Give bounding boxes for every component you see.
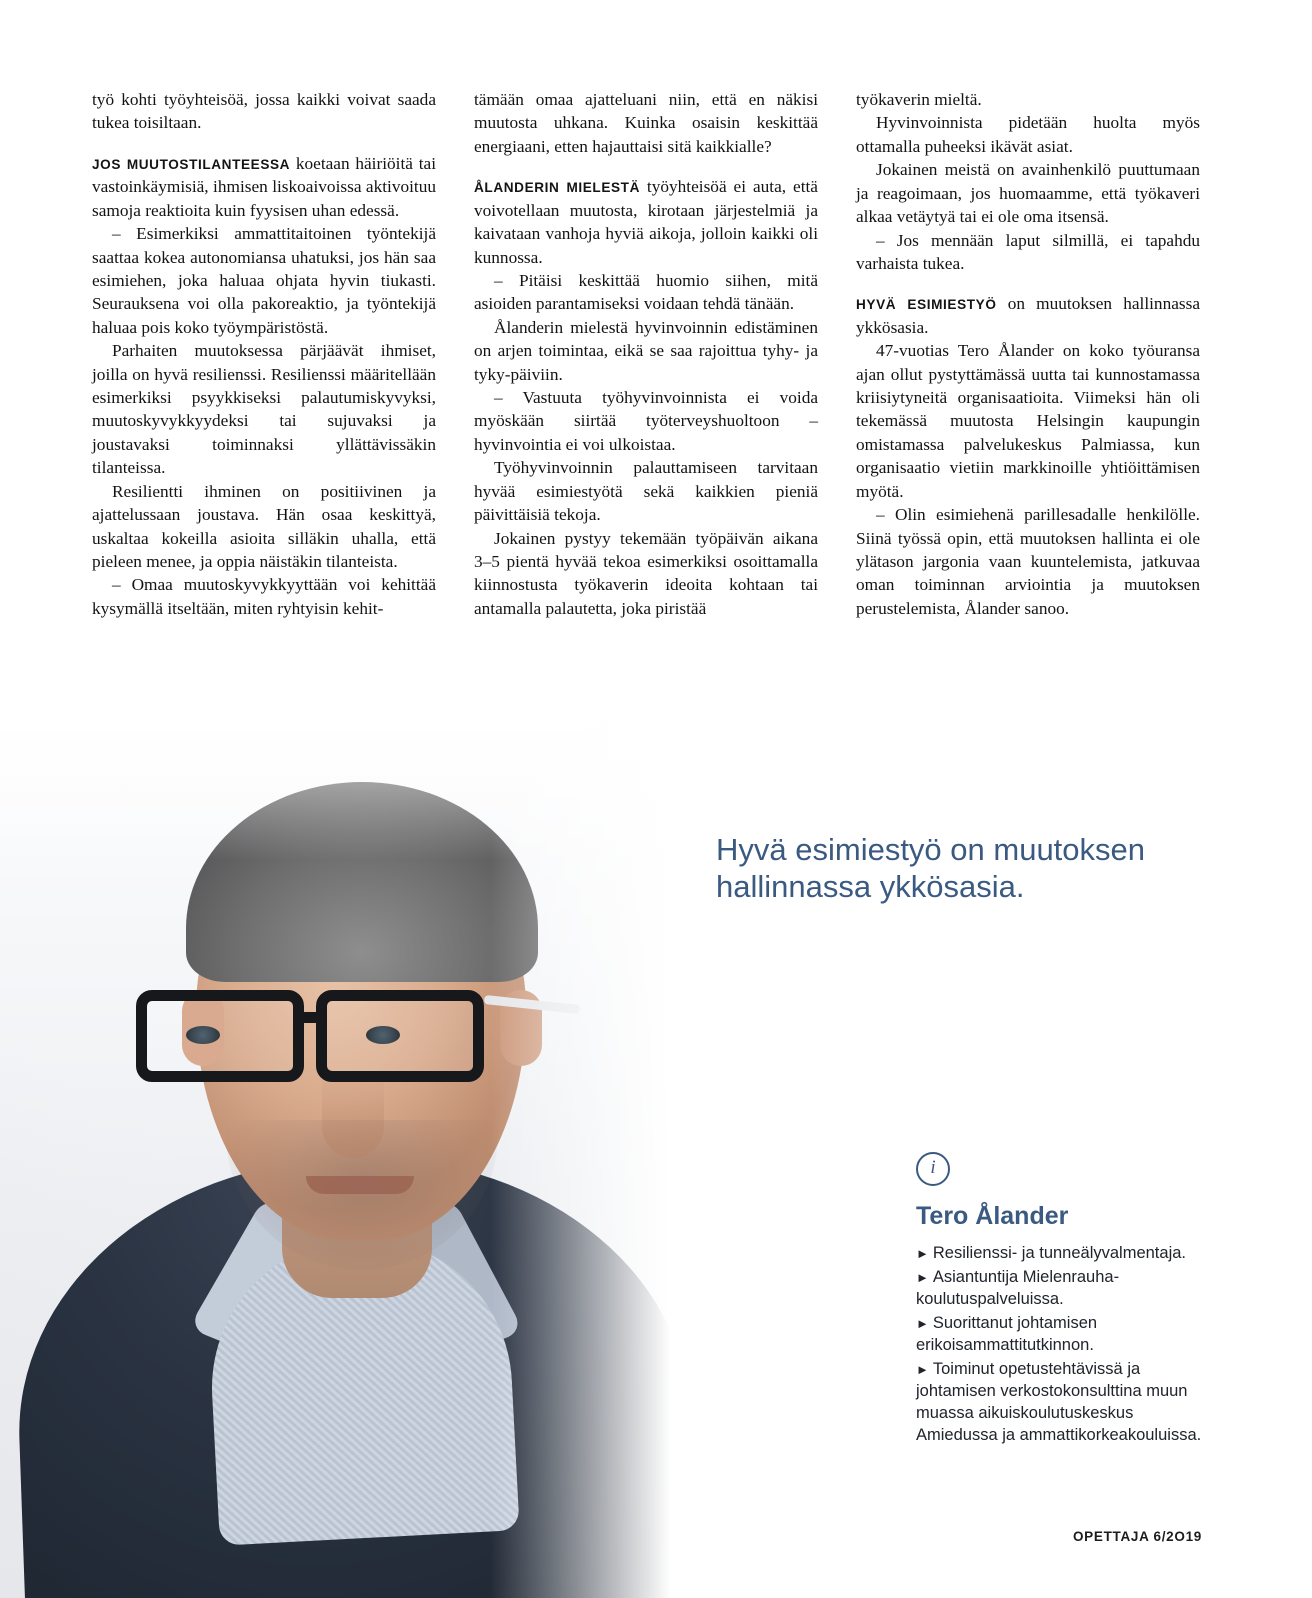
paragraph: – Olin esimiehenä parillesadalle henkilölle. Siinä työssä opin, että muutoksen hallinta ei ole ylätason jargonia vaan kuuntelemista, jatkuvaa oman toiminnan arviointia ja muutoksen perustelemista, Ålander sanoo. [856, 505, 1200, 618]
info-box [916, 1152, 1206, 1448]
paragraph: työkaverin mieltä. [856, 90, 982, 109]
paragraph: – Jos mennään laput silmillä, ei tapahdu varhaista tukea. [856, 230, 1200, 273]
lead-rest: työyhteisöä ei auta, että voivotellaan muutosta, kirotaan järjestelmiä ja kaivataan vanhoja hyviä aikoja, jolloin kaikki oli kunnossa. [474, 177, 818, 267]
article-column-3 [856, 88, 1200, 620]
paragraph: tämään omaa ajatteluani niin, että en näkisi muutosta uhkana. Kuinka osaisin keskittää energiaani, etten hajauttaisi sitä kaikkialle? [474, 90, 818, 156]
list-item-label: Resilienssi- ja tunneälyvalmentaja. [932, 1244, 1186, 1262]
info-icon: i [916, 1152, 950, 1186]
mouth-shape [306, 1176, 414, 1194]
list-item-label: Suorittanut johtamisen erikoisammattitutkinnon. [916, 1313, 1098, 1354]
bullet-arrow-icon: ► [916, 1269, 929, 1285]
bullet-arrow-icon: ► [916, 1315, 929, 1331]
paragraph: Jokainen pystyy tekemään työpäivän aikana 3–5 pientä hyvää tekoa esimerkiksi osoittamalla kiinnostusta työkaverin ideoita kohtaan tai antamalla palautetta, joka piristää [474, 528, 818, 618]
paragraph: – Omaa muutoskyvykkyyttään voi kehittää kysymällä itseltään, miten ryhtyisin kehit- [92, 575, 436, 618]
lead-rest: koetaan häiriöitä tai vastoinkäymisiä, ihmisen liskoaivoissa aktivoituu samoja reaktioita kuin fyysisen uhan edessä. [92, 153, 436, 220]
paragraph: Ålanderin mielestä hyvinvoinnin edistäminen on arjen toimintaa, eikä se saa rajoittua tyhy- ja tyky-päiviin. [474, 317, 818, 384]
bullet-arrow-icon: ► [916, 1246, 929, 1261]
paragraph-lead [474, 175, 818, 269]
list-item [916, 1267, 1206, 1311]
lead-caps: JOS MUUTOSTILANTEESSA [92, 156, 291, 172]
page-footer: OPETTAJA 6/2O19 [1072, 1529, 1202, 1544]
paragraph-lead [856, 292, 1200, 339]
paragraph-lead [92, 152, 436, 222]
paragraph: Resilientti ihminen on positiivinen ja ajattelussaan joustava. Hän osaa keskittyä, uskaltaa kokeilla asioita silläkin uhalla, että pieleen menee, ja oppia näistäkin tilanteista. [92, 481, 436, 572]
pull-quote: Hyvä esimiestyö on muutoksen hallinnassa ykkösasia. [716, 832, 1146, 904]
list-item [916, 1313, 1206, 1357]
photo-fade-right [490, 690, 700, 1598]
list-item [916, 1359, 1206, 1447]
paragraph: – Vastuuta työhyvinvoinnista ei voida myöskään siirtää työterveyshuoltoon – hyvinvointia ei voi ulkoistaa. [474, 388, 818, 454]
info-box-title: Tero Ålander [916, 1202, 1069, 1230]
paragraph: – Esimerkiksi ammattitaitoinen työntekijä saattaa kokea autonomiansa uhatuksi, jos hän saa esimiehen, joka haluaa ohjata hyvin tiukasti. Seurauksena voi olla pakoreaktio, ja työntekijä haluaa pois koko työympäristöstä. [92, 224, 436, 337]
lead-rest: on muutoksen hallinnassa ykkösasia. [856, 294, 1200, 337]
paragraph: Työhyvinvoinnin palauttamiseen tarvitaan hyvää esimiestyötä sekä kaikkien pieniä päivittäisiä tekoja. [474, 458, 818, 525]
bullet-arrow-icon: ► [916, 1361, 929, 1377]
article-columns [92, 88, 1200, 620]
list-item [916, 1243, 1206, 1265]
paragraph: työ kohti työyhteisöä, jossa kaikki voivat saada tukea toisiltaan. [92, 90, 436, 133]
paragraph: Parhaiten muutoksessa pärjäävät ihmiset, joilla on hyvä resilienssi. Resilienssi määritellään esimerkiksi psyykkiseksi palautumiskyvyksi, muutoskyvykkyydeksi tai sujuvaksi ja joustavaksi toiminnaksi yllättävissäkin tilanteissa. [92, 341, 436, 478]
paragraph: Hyvinvoinnista pidetään huolta myös ottamalla puheeksi ikävät asiat. [856, 113, 1200, 156]
article-column-1 [92, 88, 436, 620]
glasses-bridge [304, 1012, 326, 1023]
list-item-label: Asiantuntija Mielenrauha-koulutuspalveluissa. [916, 1267, 1120, 1308]
lens-left [136, 990, 304, 1082]
info-box-list [916, 1243, 1206, 1446]
portrait-photo [0, 690, 700, 1598]
lead-caps: ÅLANDERIN MIELESTÄ [474, 180, 640, 196]
article-column-2 [474, 88, 818, 620]
paragraph: Jokainen meistä on avainhenkilö puuttumaan ja reagoimaan, jos huomaamme, että työkaveri alkaa vetäytyä tai ei ole oma itsensä. [856, 160, 1200, 227]
lead-caps: HYVÄ ESIMIESTYÖ [856, 297, 997, 313]
list-item-label: Toiminut opetustehtävissä ja johtamisen verkostokonsulttina muun muassa aikuiskoulutuskeskus Amiedussa ja ammattikorkeakouluissa. [916, 1359, 1202, 1444]
lens-right [316, 990, 484, 1082]
paragraph: 47-vuotias Tero Ålander on koko työuransa ajan ollut pystyttämässä uutta tai kunnostamassa kriisiytyneitä organisaatioita. Viimeksi hän oli tekemässä muutosta Helsingin kaupungin omistamassa palvelukeskus Palmiassa, kun organisaatio vietiin markkinoille yhtiöittämisen myötä. [856, 341, 1200, 501]
paragraph: – Pitäisi keskittää huomio siihen, mitä asioiden parantamiseksi voidaan tehdä tänään. [474, 270, 818, 314]
